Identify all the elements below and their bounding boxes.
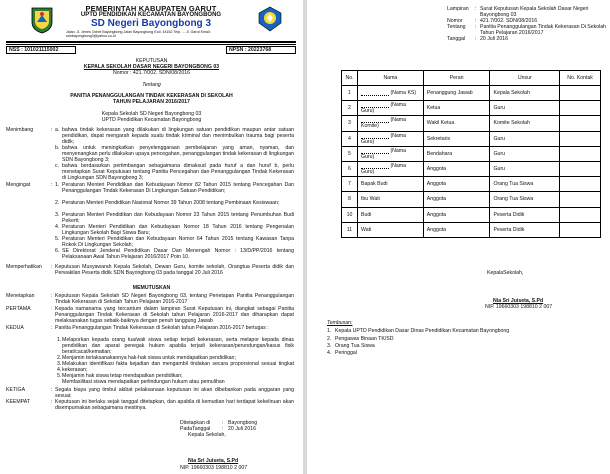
menimbang-item: bahwa tindak kekerasan yang dilakukan di lingkungan satuan pendidikan maupun antar satuan pendidikan, dapat mengarah kepada suatu tindak kriminal dan menimbulkan trauma bagi peserta didik;: [62, 127, 294, 145]
table-row: [342, 101, 601, 116]
mengingat-item: Peraturan Menteri Pendidikan Nasional Nomor 39 Tahun 2008 tentang Pembinaan Kesiswaan;: [62, 200, 280, 206]
cell-peran: Bendahara: [423, 146, 490, 161]
cell-unsur: Peserta Didik: [490, 207, 560, 222]
mengingat-item: Peraturan Menteri Pendidikan dan Kebudayaan Nomor 23 Tahun 2015 tentang Penumbuhan Budi Pekerti;: [62, 212, 294, 224]
cell-nama: [357, 131, 423, 146]
tut-wuri-handayani-icon: [258, 6, 282, 32]
cell-peran: Ketua: [423, 101, 490, 116]
signer-nip: NIP. 19660303 198810 2 007: [485, 304, 553, 310]
mengingat-label: Mengingat: [6, 182, 31, 188]
table-header-row: [342, 71, 601, 86]
ditetapkan-label: Ditetapkan di: [180, 420, 211, 426]
issuer-line-3: UPTD Pendidikan Kecamatan Bayongbong: [101, 117, 202, 123]
menetapkan-text: Keputusan Kepala Sekolah SD Negeri Bayongbong 03, tentang Penetapan Panitia Penanggulangan Tindak Kekerasan di Sekolah Tahun Pelajaran 2016-2017: [55, 293, 294, 305]
cell-peran: Sekretaris: [423, 131, 490, 146]
cell-peran: Anggota: [423, 222, 490, 237]
cell-no: 6: [342, 161, 358, 176]
cell-no: 3: [342, 116, 358, 131]
signer-name: Nia Sri Juiseta, S.Pd: [188, 458, 239, 464]
cell-unsur: Kepala Sekolah: [490, 86, 560, 101]
letterhead-rule-thin: [6, 44, 296, 45]
decree-subject-2: TAHUN PELAJARAN 2016/2017: [113, 99, 190, 105]
table-row: [342, 207, 601, 222]
placeholder-name: (Nama Guru): [360, 147, 407, 160]
table-row: [342, 177, 601, 192]
memperhatikan-label: Memperhatikan: [6, 264, 42, 270]
kedua-item: Memfasilitasi siswa mendapatkan perlindungan hukum atau pemulihan: [62, 379, 225, 385]
cell-peran: Anggota: [423, 177, 490, 192]
cell-no: 11: [342, 222, 358, 237]
committee-table: [341, 70, 601, 238]
cell-no: 7: [342, 177, 358, 192]
cell-no: 8: [342, 192, 358, 207]
attachment-page: Lampiran : Surat Keputusan Kepala Sekolah Dasar Negeri Bayongbong 03 Nomor : 421.7/002. SDN/08/2016 Tentang : Panitia Penanggulangan Tindak Kekerasan Di Sekolah Tahun Pelajaran 2016/2017 Tanggal : 20 Juli 2016 No. Nama Peran Unsur No. Kontak 1 (Nama KS) Penanggung Jawab Kepala Sekolah 2 (Nama Guru) Ketua Guru 3 (Nama Komite) Wakil Ketua Komite Sekolah 4 (Nama Guru) Sekretaris Guru 5 (Nama Guru) Bendahara Guru 6 (Nama Guru) Anggota Guru 7 Bapak Budi Anggota Orang Tua Siswa 8 Ibu Wati Anggota Orang Tua Siswa 10 Budi Anggota Peserta Didik 11 Wati Anggota Peserta Didik KepalaSekolah, Nia Sri Juiseta, S.Pd NIP. 19660303 198810 2 007 Tembusan: 1. Kepala UPTD Pendidikan Dasar Dinas Pendidikan Kecamatan Bayongbong 2. Pengawas Binaan TK/SD 3. Orang Tua Siswa 4. Peringgal: [307, 0, 610, 474]
menimbang-item: bahwa untuk meningkatkan penyelenggaraan pembelajaran yang aman, nyaman, dan menyenangkan perlu dilakukan upaya pencegahan, penanggulangan tindak kekerasan di lingkungan SDN Bayongbong 3;: [62, 145, 294, 163]
lampiran-label: Lampiran: [447, 6, 469, 12]
school-address: Jalan. Ji. Jenes Ochet Bayongbong Jalan Bayongbong Ecd. 44162 Telp. ... Jl. Garut Email: sdnbayongbong3@yahoo.co.id: [66, 30, 211, 38]
placeholder-name: (Nama Guru): [360, 132, 407, 145]
kedua-item: Melakukan identifikasi fakta kejadian dan mengambil tindakan secara proporsional sesuai tingkat kekerasan;: [62, 361, 294, 373]
decree-page: PEMERINTAH KABUPATEN GARUT UPTD PENDIDIKAN KECAMATAN BAYONGBONG SD Negeri Bayongbong 3 Jalan. Ji. Jenes Ochet Bayongbong Jalan Bayongbong Ecd. 44162 Telp. ... Jl. Garut Email: sdnbayongbong3@yahoo.co.id NSS : 101021115002 NPSN : 20223768 KEPUTUSAN KEPALA SEKOLAH DASAR NEGERI BAYONGBONG 03 Nomor : 421.7/002. SDN/08/2016 Tentang PANITIA PENANGGULANGAN TINDAK KEKERASAN DI SEKOLAH TAHUN PELAJARAN 2016/2017 Kepala Sekolah SD Negeri Bayongbong 03 UPTD Pendidikan Kecamatan Bayongbong Menimbang : a. bahwa tindak kekerasan yang dilakukan di lingkungan satuan pendidikan maupun antar satuan pendidikan, dapat mengarah kepada suatu tindak kriminal dan menimbulkan trauma bagi peserta didik; b. bahwa untuk meningkatkan penyelenggaraan pembelajaran yang aman, nyaman, dan menyenangkan perlu dilakukan upaya pencegahan, penanggulangan tindak kekerasan di lingkungan SDN Bayongbong 3; c. bahwa berdasarkan pertimbangan sebagaimana dimaksud pada huruf a dan huruf b, perlu menetapkan Surat Keputusan tentang Panitia Pencegahan dan Penanggulangan Tindak Kekerasan di Lingkungan SDN Bayongbong 3; Mengingat : 1. Peraturan Menteri Pendidikan dan Kebudayaan Nomor 82 Tahun 2015 tentang Pencegahan Dan Penanggulangan Tindak Kekerasan Di Lingkungan Satuan Pendidikan; 2. Peraturan Menteri Pendidikan Nasional Nomor 39 Tahun 2008 tentang Pembinaan Kesiswaan; 3. Peraturan Menteri Pendidikan dan Kebudayaan Nomor 23 Tahun 2015 tentang Penumbuhan Budi Pekerti; 4. Peraturan Menteri Pendidikan dan Kebudayaan Nomor 18 Tahun 2016 tentang Pengenalan Lingkungan Sekolah Bagi Siswa Baru; 5. Peraturan Menteri Pendidikan dan Kebudayaan Nomor 64 Tahun 2015 tentang Kawasan Tanpa Rokok Di Lingkungan Sekolah; 6. SE Direktorat Jenderal Pendidikan Dasar Dan Menengah Nomor : 13/D/PP/2016 tentang Pelaksanaan Awal Tahun Pelajaran 2016/2017 Poin 10. Memperhatikan : Keputusan Musyawarah Kepala Sekolah, Dewan Guru, komite sekolah, Orangtua Peserta didik dan Perwakilan Peserta didik SDN Bayongbong 03 pada tanggal 20 Juli 2016 MEMUTUSKAN Menetapkan : Keputusan Kepala Sekolah SD Negeri Bayongbong 03, tentang Penetapan Panitia Penanggulangan Tindak Kekerasan di Sekolah Tahun Pelajaran 2016-2017 PERTAMA : Kepada namanama yang tercantum dalam lampiran Surat Keputusan ini, diangkat sebagai Panitia Penanggulangan Tindak Kekerasan di Sekolah tahun Pelajaran 2016-2017 dan diharapkan dapat melaksanakan tugas sebaik-baiknya dengan penuh tanggung Jawab KEDUA : Panitia Penanggulangan Tindak Kekerasan di Sekolah tahun Pelajaran 2016-2017 bertugas : 1. Melaporkan kepada orang tua/wali siswa setiap terjadi kekerasan, serta melapor kepada dinas pendidikan dan aparat penegak hukum apabila terjadi kekerasan/perundungan/kasus fisik berat/cacat/kematian; 2. Menjamin terlaksanakannya hak-hak siswa untuk mendapatkan pendidikan; 3. Melakukan identifikasi fakta kejadian dan mengambil tindakan secara proporsional sesuai tingkat kekerasan; 4. Menjamin hak siswa tetap mendapatkan pendidikan; 5. Memfasilitasi siswa mendapatkan perlindungan hukum atau pemulihan KETIGA : Segala biaya yang timbul akibat pelaksanaan keputusan ini akan dibebankan pada anggaran yang sesuai; KEEMPAT : Keputusan ini berlaku sejak tanggal ditetapkan, dan apabila di kemudian hari terdapat kekeliruan akan disempurnakan sebagaimana mestinya. Ditetapkan di : Bayongbong PadaTanggal : 20 Juli 2016 Kepala Sekolah, Nia Sri Juiseta, S.Pd NIP. 19660303 198810 2 007: [0, 0, 303, 474]
header-kontak: No. Kontak: [560, 71, 601, 86]
header-peran: Peran: [423, 71, 490, 86]
menimbang-label: Menimbang: [6, 127, 34, 133]
cell-nama: Ibu Wati: [357, 192, 423, 207]
cell-kontak: [560, 161, 601, 176]
tembusan-item: Kepala UPTD Pendidikan Dasar Dinas Pendidikan Kecamatan Bayongbong: [335, 328, 510, 334]
letterhead-line2: UPTD PENDIDIKAN KECAMATAN BAYONGBONG: [80, 12, 222, 18]
cell-no: 5: [342, 146, 358, 161]
cell-kontak: [560, 222, 601, 237]
cell-nama: Bapak Budi: [357, 177, 423, 192]
cell-kontak: [560, 177, 601, 192]
cell-no: 4: [342, 131, 358, 146]
decree-issuer: KEPALA SEKOLAH DASAR NEGERI BAYONGBONG 03: [83, 64, 220, 70]
ketiga-text: Segala biaya yang timbul akibat pelaksanaan keputusan ini akan dibebankan pada anggaran yang sesuai;: [55, 387, 294, 399]
tembusan-item: Pengawas Binaan TK/SD: [335, 336, 394, 342]
table-row: [342, 131, 601, 146]
decree-number: Nomor : 421.7/002. SDN/08/2016: [113, 70, 190, 76]
issuer-line-2: Kepala Sekolah SD Negeri Bayongbong 03: [101, 111, 202, 117]
menimbang-item: bahwa berdasarkan pertimbangan sebagaimana dimaksud pada huruf a dan huruf b, perlu menetapkan Surat Keputusan tentang Panitia Pencegahan dan Penanggulangan Tindak Kekerasan di Lingkungan SDN Bayongbong 3;: [62, 163, 294, 181]
table-row: [342, 116, 601, 131]
cell-unsur: Guru: [490, 146, 560, 161]
memperhatikan-text: Keputusan Musyawarah Kepala Sekolah, Dewan Guru, komite sekolah, Orangtua Peserta didik dan Perwakilan Peserta didik SDN Bayongbong 03 pada tanggal 20 Juli 2016: [55, 264, 294, 276]
ketiga-label: KETIGA: [6, 387, 26, 393]
lampiran-tanggal-label: Tanggal: [447, 36, 466, 42]
mengingat-item: Peraturan Menteri Pendidikan dan Kebudayaan Nomor 64 Tahun 2015 tentang Kawasan Tanpa Rokok Di Lingkungan Sekolah;: [62, 236, 294, 248]
padatanggal-label: PadaTanggal: [180, 426, 211, 432]
header-no: No.: [342, 71, 358, 86]
padatanggal-value: 20 Juli 2016: [228, 426, 256, 432]
memutuskan-heading: MEMUTUSKAN: [132, 285, 171, 291]
cell-nama: Wati: [357, 222, 423, 237]
table-row: [342, 146, 601, 161]
placeholder-name: (Nama Guru): [360, 102, 407, 115]
keempat-label: KEEMPAT: [6, 399, 31, 405]
school-name: SD Negeri Bayongbong 3: [90, 18, 211, 29]
kedua-intro: Panitia Penanggulangan Tindak Kekerasan di Sekolah tahun Pelajaran 2016-2017 bertugas :: [55, 325, 269, 331]
cell-nama: [357, 116, 423, 131]
cell-no: 10: [342, 207, 358, 222]
cell-peran: Anggota: [423, 192, 490, 207]
letterhead-line1: PEMERINTAH KABUPATEN GARUT: [85, 4, 217, 13]
cell-unsur: Guru: [490, 131, 560, 146]
tembusan-item: Orang Tua Siswa: [335, 343, 375, 349]
placeholder-name: (Nama KS): [390, 90, 417, 97]
cell-no: 2: [342, 101, 358, 116]
nss-box: NSS : 101021115002: [6, 46, 76, 54]
cell-peran: Anggota: [423, 207, 490, 222]
cell-kontak: [560, 131, 601, 146]
lampiran-tentang-value-1: Panitia Penanggulangan Tindak Kekerasan Di Sekolah: [480, 24, 607, 30]
table-row: [342, 192, 601, 207]
lampiran-value: Surat Keputusan Kepala Sekolah Dasar Negeri Bayongbong 03: [480, 6, 589, 18]
lampiran-tanggal-value: 20 Juli 2016: [480, 36, 508, 42]
cell-unsur: Komite Sekolah: [490, 116, 560, 131]
letterhead-rule: [6, 41, 296, 43]
mengingat-item: SE Direktorat Jenderal Pendidikan Dasar Dan Menengah Nomor : 13/D/PP/2016 tentang Pelaksanaan Awal Tahun Pelajaran 2016/2017 Poin 10.: [62, 248, 294, 260]
table-row: [342, 161, 601, 176]
letterhead: [6, 4, 296, 40]
cell-peran: Anggota: [423, 161, 490, 176]
cell-unsur: Orang Tua Siswa: [490, 192, 560, 207]
kedua-item: Menjamin hak siswa tetap mendapatkan pendidikan;: [62, 373, 183, 379]
mengingat-item: Peraturan Menteri Pendidikan dan Kebudayaan Nomor 18 Tahun 2016 tentang Pengenalan Lingkungan Sekolah Bagi Siswa Baru;: [62, 224, 294, 236]
mengingat-item: Peraturan Menteri Pendidikan dan Kebudayaan Nomor 82 Tahun 2015 tentang Pencegahan Dan Penanggulangan Tindak Kekerasan Di Lingkungan Satuan Pendidikan;: [62, 182, 294, 194]
cell-no: 1: [342, 86, 358, 101]
signer-nip: NIP. 19660303 198810 2 007: [180, 465, 248, 471]
cell-unsur: Orang Tua Siswa: [490, 177, 560, 192]
decree-subject-1: PANITIA PENANGGULANGAN TINDAK KEKERASAN DI SEKOLAH: [70, 93, 233, 99]
signer-name: Nia Sri Juiseta, S.Pd: [493, 298, 544, 304]
lampiran-tentang-label: Tentang: [447, 24, 466, 30]
menetapkan-label: Menetapkan: [6, 293, 35, 299]
ditetapkan-value: Bayongbong: [228, 420, 258, 426]
cell-kontak: [560, 116, 601, 131]
lampiran-nomor-label: Nomor: [447, 18, 463, 24]
placeholder-name: (Nama Komite): [360, 117, 407, 130]
decree-title: KEPUTUSAN: [135, 58, 168, 64]
cell-nama: [357, 146, 423, 161]
table-row: [342, 86, 601, 101]
tembusan-label: Tembusan:: [327, 320, 353, 326]
kedua-item: Menjamin terlaksanakannya hak-hak siswa untuk mendapatkan pendidikan;: [62, 355, 236, 361]
lampiran-nomor-value: 421.7/002. SDN/08/2016: [480, 18, 538, 24]
header-nama: Nama: [357, 71, 423, 86]
cell-unsur: Guru: [490, 101, 560, 116]
cell-unsur: Guru: [490, 161, 560, 176]
cell-nama: [357, 101, 423, 116]
tentang-label: Tentang: [142, 82, 161, 88]
cell-nama: [357, 86, 423, 101]
cell-nama: [357, 161, 423, 176]
cell-kontak: [560, 86, 601, 101]
lampiran-tentang-value-2: Tahun Pelajaran 2016/2017: [480, 30, 544, 36]
cell-nama: Budi: [357, 207, 423, 222]
cell-unsur: Peserta Didik: [490, 222, 560, 237]
kedua-item: Melaporkan kepada orang tua/wali siswa setiap terjadi kekerasan, serta melapor kepada dinas pendidikan dan aparat penegak hukum apabila terjadi kekerasan/perundungan/kasus fisik berat/cacat/kematian;: [62, 337, 294, 355]
cell-peran: Penanggung Jawab: [423, 86, 490, 101]
pertama-label: PERTAMA: [6, 306, 31, 312]
placeholder-name: (Nama Guru): [360, 163, 407, 176]
fill-in-blank: [361, 91, 389, 96]
pertama-text: Kepada namanama yang tercantum dalam lampiran Surat Keputusan ini, diangkat sebagai Panitia Penanggulangan Tindak Kekerasan di Sekolah tahun Pelajaran 2016-2017 dan diharapkan dapat melaksanakan tugas sebaik-baiknya dengan penuh tanggung Jawab: [55, 306, 294, 324]
cell-kontak: [560, 192, 601, 207]
cell-peran: Wakil Ketua: [423, 116, 490, 131]
tembusan-item: Peringgal: [335, 350, 357, 356]
kepala-sekolah-label: KepalaSekolah,: [487, 270, 524, 276]
table-row: [342, 222, 601, 237]
kedua-label: KEDUA: [6, 325, 24, 331]
npsn-box: NPSN : 20223768: [226, 46, 296, 54]
kepala-sekolah-label: Kepala Sekolah,: [188, 432, 226, 438]
cell-kontak: [560, 101, 601, 116]
header-unsur: Unsur: [490, 71, 560, 86]
cell-kontak: [560, 146, 601, 161]
cell-kontak: [560, 207, 601, 222]
keempat-text: Keputusan ini berlaku sejak tanggal ditetapkan, dan apabila di kemudian hari terdapat kekeliruan akan disempurnakan sebagaimana mestinya.: [55, 399, 294, 411]
